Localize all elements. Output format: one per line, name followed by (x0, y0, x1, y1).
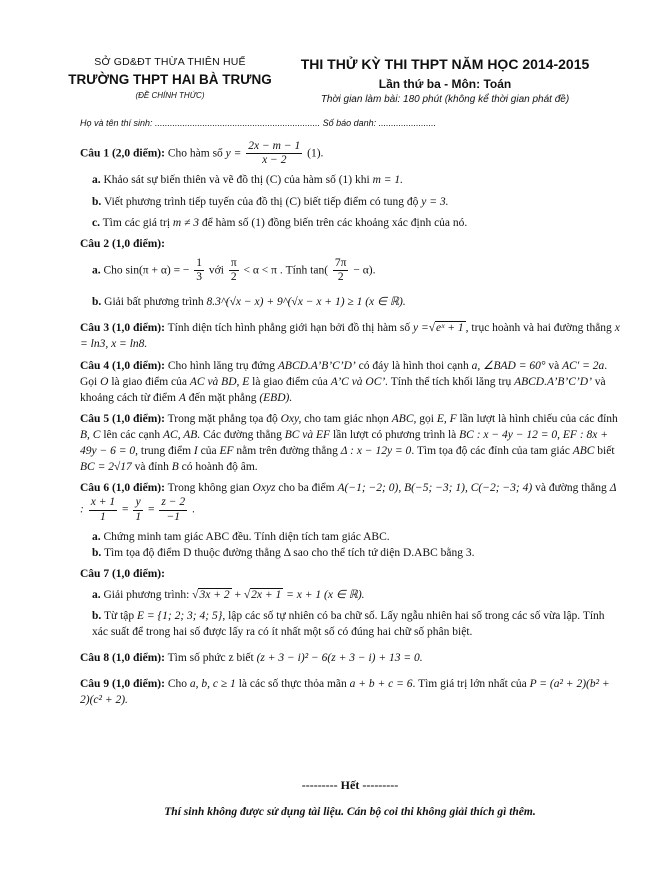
q6-frac1-den: 1 (100, 510, 106, 523)
q6-frac3-num: z − 2 (159, 496, 187, 510)
question-3: Câu 3 (1,0 điểm): Tính diện tích hình phẳng giới hạn bởi đồ thị hàm số y =√eˣ + 1 , trục hoành và hai đường thẳng x = ln3, x = ln8. (80, 322, 620, 351)
q2b-label: b. (92, 296, 102, 309)
q1-fraction (246, 140, 302, 167)
q7a-radical2: 2x + 1 (251, 589, 282, 601)
question-6 (80, 480, 620, 524)
q1-y: y = (225, 147, 242, 160)
question-2 (80, 236, 620, 252)
q1-intro: Cho hàm số (167, 147, 223, 160)
q6-frac2 (133, 496, 143, 523)
question-1c (92, 215, 620, 231)
q4-text7: và khoảng cách từ điểm (80, 375, 606, 404)
q5-text8: , trung điểm (135, 445, 192, 457)
q7a-plus: + (234, 589, 241, 601)
q3-math3: x = ln3, x = ln8. (80, 322, 620, 351)
q5-text6: Các đường thẳng (203, 428, 282, 441)
question-1 (80, 140, 620, 167)
question-5-head: Câu 5 (1,0 điểm): (80, 412, 165, 425)
q2b-math: 8.3^(√x − x) + 9^(√x − x + 1) ≥ 1 (206, 296, 363, 309)
question-8-head: Câu 8 (1,0 điểm): (80, 652, 165, 665)
question-2-head: Câu 2 (1,0 điểm): (80, 237, 165, 250)
q7a-radical1: 3x + 2 (199, 589, 230, 601)
q1b-label: b. (92, 195, 102, 208)
exam-title: THI THỬ KỲ THI THPT NĂM HỌC 2014-2015 (300, 56, 590, 72)
candidate-line (80, 118, 620, 128)
q1c-pre: Tìm các giá trị (102, 216, 171, 229)
q7a-tail: = x + 1 (x ∈ ℝ). (286, 589, 365, 601)
q3-func-rad: eˣ + 1 (436, 322, 464, 335)
q5-text11: . Tìm tọa độ các đỉnh của tam giác (411, 445, 570, 457)
q5-text2: cho tam giác nhọn (304, 412, 389, 425)
official-label: (ĐỀ CHÍNH THỨC) (135, 91, 205, 100)
q4-text5: là giao điểm của (252, 375, 328, 388)
q4-O: O (100, 375, 109, 388)
q4-and: và (548, 359, 560, 372)
q2a-frac3-den: 2 (337, 271, 344, 284)
q5-text9: của (200, 445, 217, 457)
q1b-math: y = 3. (421, 195, 449, 208)
q6-frac3-den: −1 (166, 510, 180, 523)
q9-text3: . Tìm giá trị lớn nhất (412, 678, 508, 691)
q9-P: P = (a² + 2)(b² + 2)(c² + 2). (80, 678, 610, 707)
q5-bc: B, C (80, 428, 101, 441)
q5-text13: và đỉnh (134, 461, 169, 474)
q7b-pre: Từ tập (103, 610, 135, 623)
q2a-label: a. (92, 264, 101, 277)
q6-eq2: = (147, 503, 155, 516)
q6-frac3 (159, 496, 187, 523)
q9-text4: của (510, 678, 527, 691)
q5-abc: ABC, (391, 412, 417, 425)
q6b-label: b. (92, 546, 102, 559)
candidate-name-field: Họ và tên thí sinh: .................................................................. (80, 118, 321, 128)
q1a-label: a. (92, 174, 101, 187)
school-name: TRƯỜNG THPT HAI BÀ TRƯNG (68, 72, 272, 87)
q5-acab: AC, AB. (163, 428, 201, 441)
q2a-frac1-den: 3 (196, 271, 203, 284)
q4-text1: Cho hình lăng trụ đứng (167, 359, 276, 372)
q6-pointC: C(−2; −3; 4) (470, 482, 533, 495)
question-1-head: Câu 1 (2,0 điểm): (80, 147, 165, 160)
q1a-text: Khảo sát sự biến thiên và vẽ đồ thị (C) của hàm số (1) khi (103, 174, 370, 187)
q6-text1: Trong không gian (167, 482, 250, 495)
q4-prism2: ABCD.A’B’C’D’ (514, 375, 592, 388)
q2a-frac2 (229, 257, 239, 284)
q8-math: (z + 3 − i)² − 6(z + 3 − i) + 13 = 0. (256, 652, 423, 665)
q9-text2: là các số thực thỏa mãn (238, 678, 347, 691)
question-7-head: Câu 7 (1,0 điểm): (80, 567, 165, 580)
q5-text12: biết (597, 445, 615, 457)
question-4 (80, 358, 620, 406)
q4-ac: AC′ = 2a (562, 359, 605, 372)
q6-frac1-num: x + 1 (89, 496, 117, 510)
q6-points: A(−1; −2; 0), B(−5; −3; 1), (337, 482, 468, 495)
q5-text7: lần lượt có phương trình là (332, 428, 457, 441)
q9-cond: a, b, c ≥ 1 (189, 678, 236, 691)
q4-prism: ABCD.A’B’C’D’ (277, 359, 356, 372)
q2a-frac3-num: 7π (333, 257, 349, 271)
q7b-text: , lập các số tự nhiên có ba chữ số. Lấy ngẫu nhiên hai số trong các số vừa lập. Tính xác suất để trong hai số được lấy ra có ít nhất một số có đúng hai chữ số phân biệt. (92, 610, 605, 639)
q5-text5: lên các cạnh (103, 428, 161, 441)
q1c-label: c. (92, 216, 100, 229)
q5-eq-ef: EF : 8x + 49y − 6 = 0 (80, 428, 609, 457)
q6-oxyz: Oxyz (252, 482, 276, 495)
q4-A: A (178, 391, 186, 404)
q2a-frac2-den: 2 (230, 271, 237, 284)
q5-I: I (193, 445, 198, 457)
question-9-head: Câu 9 (1,0 điểm): (80, 678, 165, 691)
question-1b (92, 194, 620, 210)
q7b-label: b. (92, 610, 102, 623)
q7a-text: Giải phương trình: (103, 589, 190, 601)
q6a-text: Chứng minh tam giác ABC đều. Tính diện tích tam giác ABC. (103, 530, 390, 543)
question-7a: a. Giải phương trình: √3x + 2 + √2x + 1 = x + 1 (x ∈ ℝ). (92, 589, 365, 601)
q2a-frac1-num: 1 (194, 257, 204, 271)
questions (80, 140, 620, 709)
question-2a (92, 257, 620, 284)
q4-text6: Tính thể tích khối lăng trụ (390, 375, 512, 388)
q2b-cond: (x ∈ ℝ). (365, 296, 406, 309)
q1a-math: m = 1. (372, 174, 404, 187)
q3-text3: và hai đường thẳng (523, 322, 612, 335)
q4-ebd: (EBD). (259, 391, 293, 404)
question-2b (92, 294, 620, 310)
question-4-head: Câu 4 (1,0 điểm): (80, 359, 165, 372)
q1-frac-den: x − 2 (262, 154, 287, 167)
q2a-range: < α < π . Tính tan( (243, 264, 329, 277)
q2b-text: Giải bất phương trình (104, 296, 204, 309)
q9-sum: a + b + c = 6 (349, 678, 413, 691)
q6a-label: a. (92, 530, 101, 543)
q4-text3: . Gọi (80, 359, 608, 388)
q5-ef: E, F (436, 412, 457, 425)
q6-eq1: = (121, 503, 129, 516)
q5-abc2: ABC (572, 445, 595, 457)
question-7b (92, 608, 620, 640)
question-6b (92, 545, 620, 561)
q5-bcval: BC = 2√17 (80, 461, 132, 474)
question-9 (80, 676, 620, 708)
q7a-label: a. (92, 589, 101, 601)
q2a-frac1 (194, 257, 204, 284)
footer-note: Thí sinh không được sử dụng tài liệu. Cán bộ coi thi không giải thích gì thêm. (164, 806, 536, 818)
q4-text8: đến mặt phẳng (188, 391, 257, 404)
q6-text2: cho ba điểm (278, 482, 335, 495)
q3-text1: Tính diện tích hình phẳng giới hạn bởi đồ thị hàm số (167, 322, 411, 335)
q9-text1: Cho (167, 678, 188, 691)
header-right (290, 56, 600, 105)
q5-bcef: BC và EF (284, 428, 331, 441)
q4-a: a, (471, 359, 481, 372)
department-name: SỞ GD&ĐT THỪA THIÊN HUẾ (94, 56, 246, 68)
q4-acbd: AC và BD, E (189, 375, 250, 388)
q5-text3: gọi (419, 412, 434, 425)
question-1a (92, 172, 620, 188)
q4-ac2: A’C và OC’. (330, 375, 389, 388)
q3-text2: , trục hoành (465, 322, 521, 335)
question-3-head: Câu 3 (1,0 điểm): (80, 322, 165, 335)
q2a-frac2-num: π (229, 257, 239, 271)
question-8 (80, 650, 620, 666)
q1-frac-num: 2x − m − 1 (246, 140, 302, 154)
q5-text14: có hoành độ âm. (181, 461, 258, 474)
q5-B: B (171, 461, 179, 474)
end-marker: --------- Hết --------- (301, 778, 399, 792)
q4-text4: là giao điểm của (111, 375, 187, 388)
q6b-text: Tìm tọa độ điểm D thuộc đường thẳng Δ sao cho thể tích tứ diện D.ABC bằng 3. (103, 546, 475, 559)
q2a-tail: − α). (353, 264, 376, 277)
q5-oxy: Oxy, (280, 412, 302, 425)
q6-frac2-den: 1 (135, 510, 142, 523)
q4-angle: ∠BAD = 60° (483, 359, 546, 372)
header-left (50, 56, 290, 100)
q2a-pre: Cho (103, 264, 123, 277)
question-7 (80, 566, 620, 582)
q1c-math: m ≠ 3 (172, 216, 200, 229)
time-note: Thời gian làm bài: 180 phút (không kể thời gian phát đề) (320, 94, 570, 105)
q2a-sin: sin(π + α) = − (125, 264, 190, 277)
q2a-frac3 (333, 257, 349, 284)
q6-delta: Δ : (80, 482, 617, 516)
q5-EF: EF (219, 445, 234, 457)
q4-text2: có đáy là hình thoi cạnh (358, 359, 469, 372)
q5-eq-bc: BC : x − 4y − 12 = 0 (459, 428, 558, 441)
q5-text4: lần lượt là hình chiếu của các đỉnh (459, 412, 618, 425)
q2a-with: với (208, 264, 224, 277)
question-6-head: Câu 6 (1,0 điểm): (80, 482, 165, 495)
q8-text: Tìm số phức z biết (167, 652, 254, 665)
question-6a (92, 529, 620, 545)
q6-dot: . (191, 503, 195, 516)
question-5: Câu 5 (1,0 điểm): Trong mặt phẳng tọa độ Oxy, cho tam giác nhọn ABC, gọi E, F lần lượt là hình chiếu của các đỉnh B, C lên các cạnh AC, AB. Các đường thẳng BC và EF lần lượt có phương trình là BC : x − 4y − 12 = 0, EF : 8x + 49y − 6 = 0, trung điểm I của EF nằm trên đường thẳng Δ : x − 12y = 0. Tìm tọa độ các đỉnh của tam giác ABC biết BC = 2√17 và đỉnh B có hoành độ âm. (80, 412, 618, 474)
q1b-text: Viết phương trình tiếp tuyến của đồ thị (C) biết tiếp điểm có tung độ (103, 195, 419, 208)
q5-text10: nằm trên đường thẳng (236, 445, 338, 457)
q5-text1: Trong mặt phẳng tọa độ (167, 412, 278, 425)
exam-subtitle: Lần thứ ba - Môn: Toán (378, 77, 512, 91)
q6-frac1 (89, 496, 117, 523)
q6-frac2-num: y (133, 496, 143, 510)
q1c-text: để hàm số (1) đồng biến trên các khoảng xác định của nó. (201, 216, 468, 229)
q1-ref: (1). (307, 147, 324, 160)
q5-delta: Δ : x − 12y = 0 (340, 445, 412, 457)
candidate-id-field: Số báo danh: ....................... (322, 118, 437, 128)
q6-text3: và đường thẳng (535, 482, 607, 495)
q3-func-pre: y = (412, 322, 429, 335)
q7b-set: E = {1; 2; 3; 4; 5} (137, 610, 223, 623)
